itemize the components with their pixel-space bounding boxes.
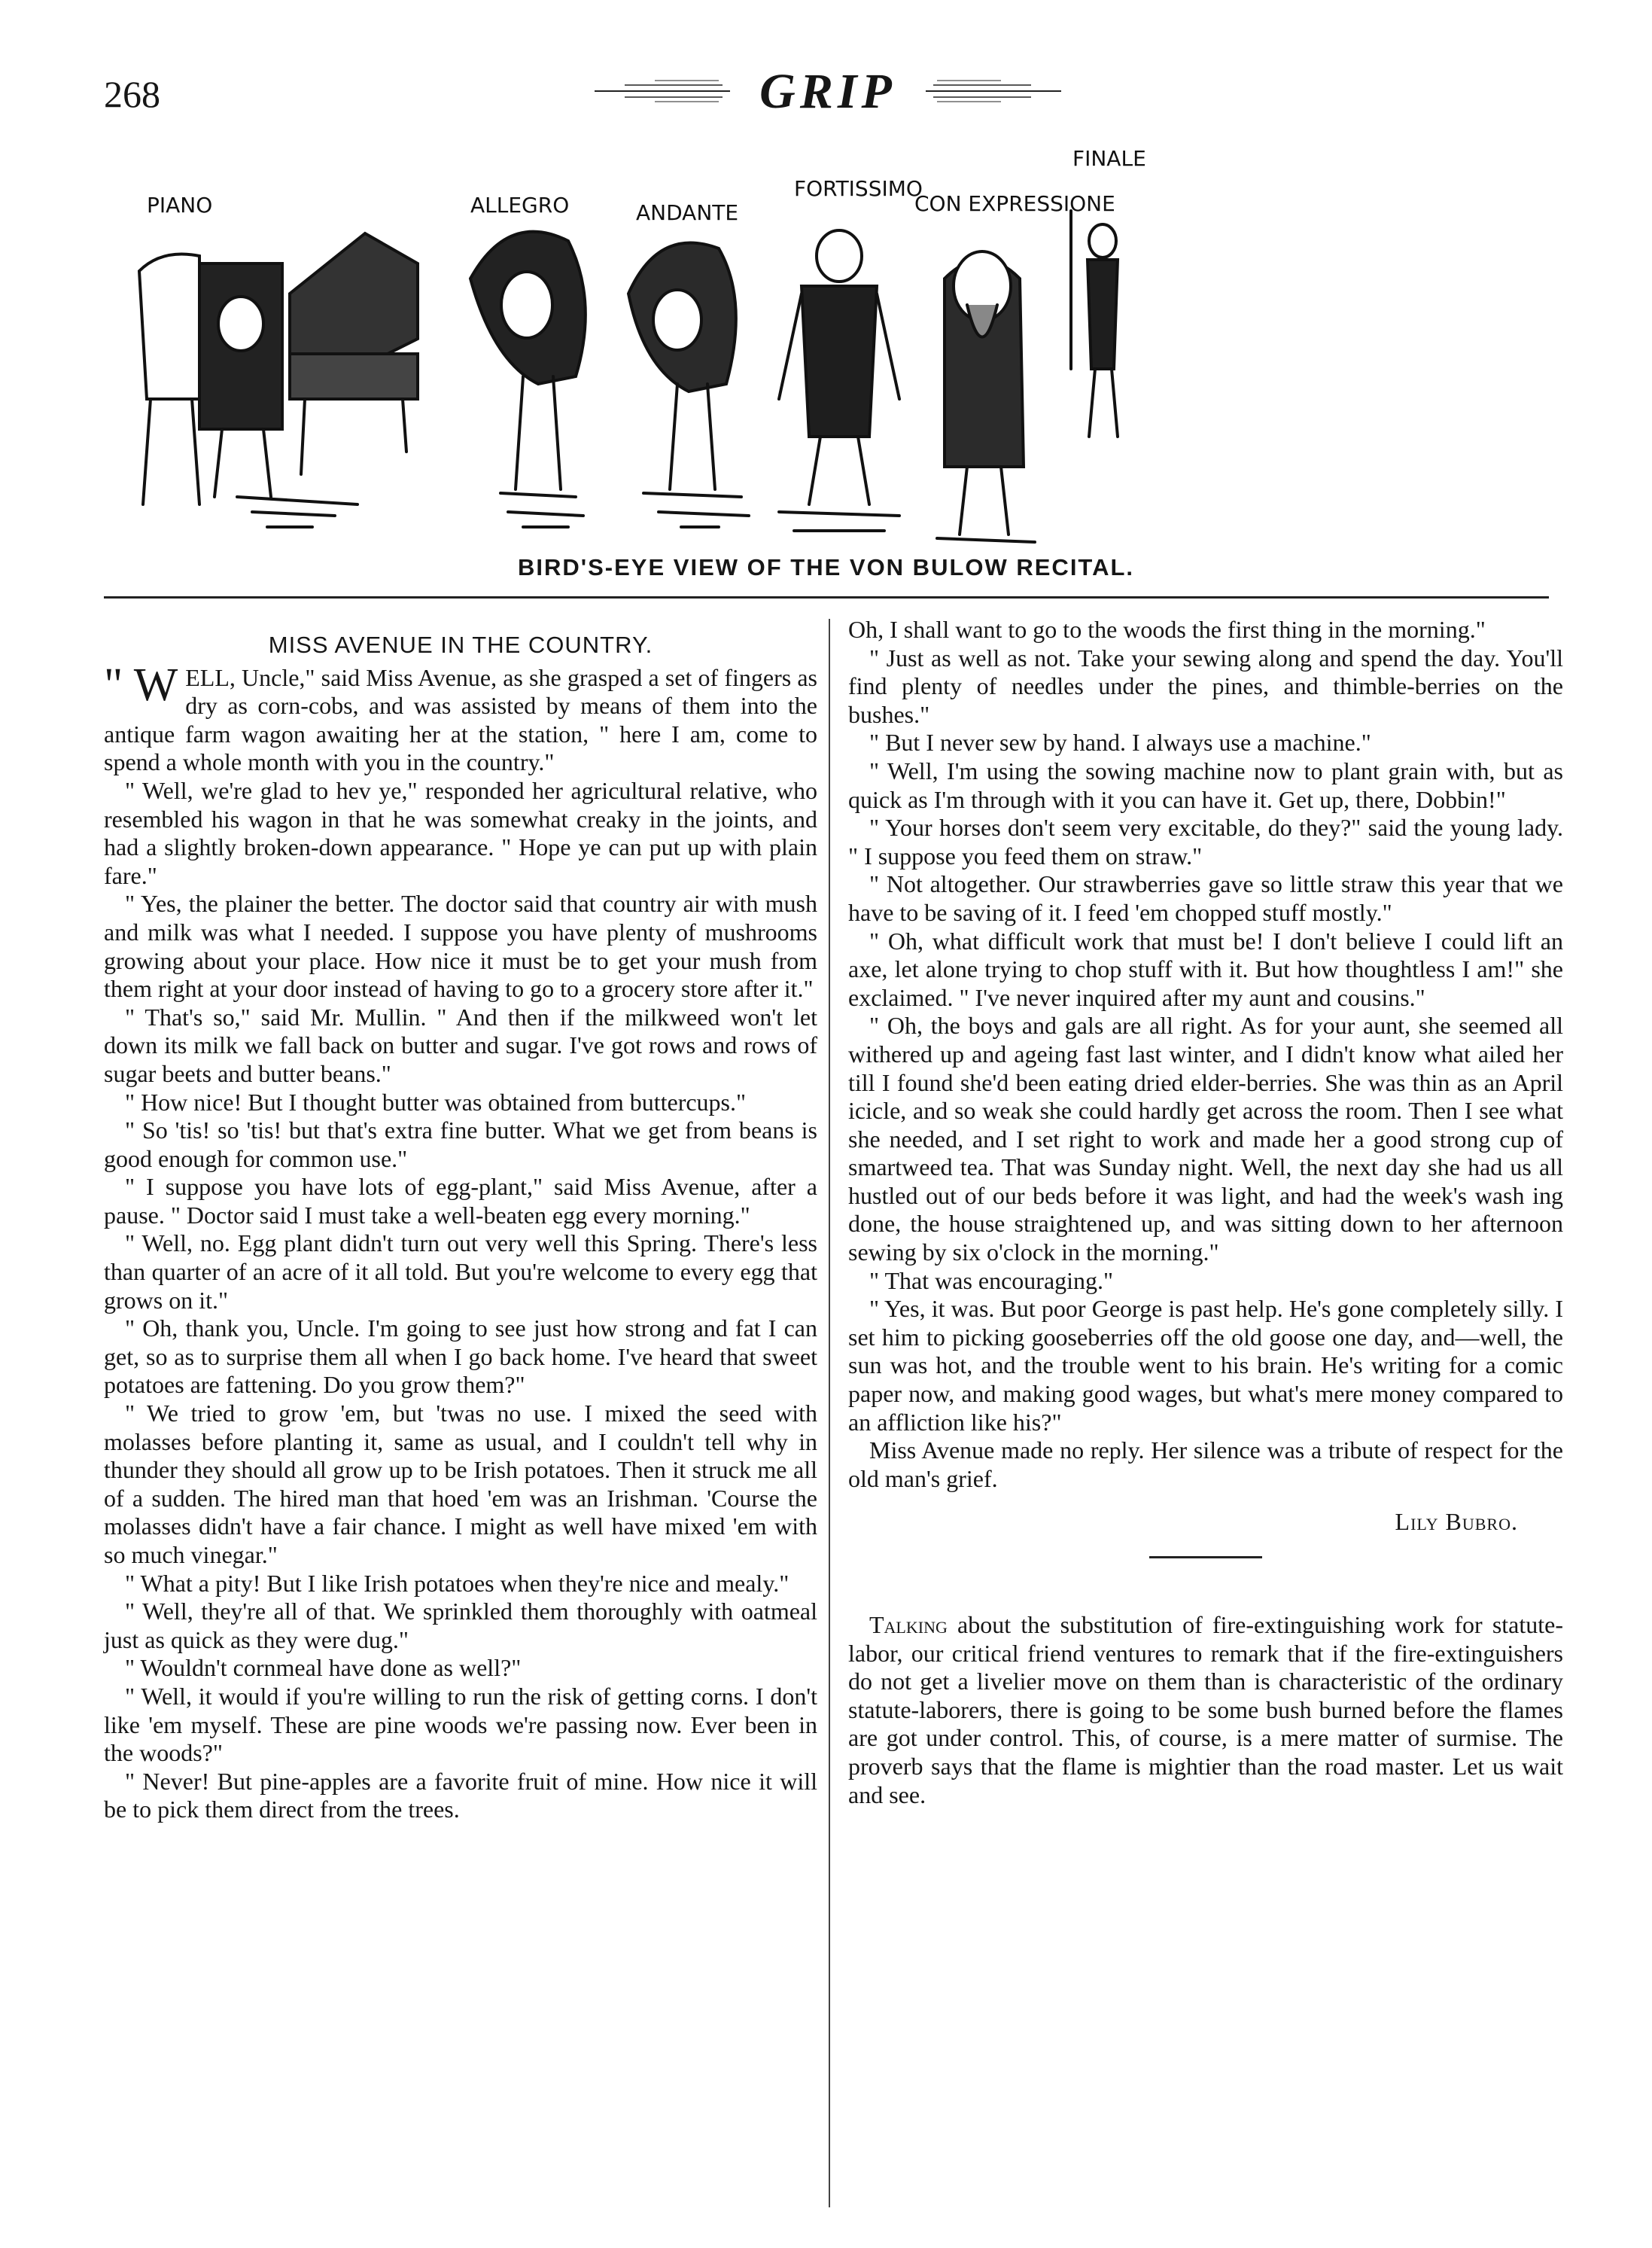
right-paragraphs [848,644,1563,1494]
article-separator [1149,1556,1262,1558]
continued-paragraph: Oh, I shall want to go to the woods the first thing in the morning." [848,616,1486,643]
article-paragraph: " Your horses don't seem very excitable, do they?" said the young lady. " I suppose you feed them on straw." [848,814,1563,870]
cartoon-label-piano: PIANO [147,193,213,218]
article-paragraph: " Not altogether. Our strawberries gave so little straw this year that we have to be saving of it. I feed 'em chopped stuff mostly." [848,870,1563,926]
cartoon-label-andante: ANDANTE [636,200,739,225]
header-divider [104,596,1549,599]
article-paragraph: " Oh, thank you, Uncle. I'm going to see just how strong and fat I can get, so as to surprise them all when I go back home. I've heard that sweet potatoes are fattening. Do you grow them?" [104,1314,817,1399]
cartoon-figure-andante [628,243,749,528]
article2-text: about the substitution of fire-extinguishing work for statute-labor, our critical friend ventures to remark that if the fire-extinguishers do not get a livelier move on them than is characteristic of the ordinary statute-laborers, there is going to be some bush burned before the flames are got under control. This, of course, is a mere matter of surmise. The proverb says that the flame is mightier than the road master. Let us wait and see. [848,1611,1563,1808]
cartoon-label-fortissimo: FORTISSIMO [794,176,923,201]
article-paragraph: " How nice! But I thought butter was obtained from buttercups." [125,1088,747,1116]
article2-paragraph [848,1611,1563,1809]
article-first-paragraph [104,659,817,777]
article-title: MISS AVENUE IN THE COUNTRY. [268,632,653,658]
right-column [848,616,1563,1809]
article-paragraph: " That's so," said Mr. Mullin. " And then if the milkweed won't let down its milk we fall back on butter and sugar. I've got rows and rows of sugar beets and butter beans." [104,1003,817,1087]
cartoon-figure-allegro [470,232,586,527]
article-paragraph: " Yes, the plainer the better. The doctor said that country air with mush and milk was what I needed. I suppose you have plenty of mushrooms growing about your place. How nice it must be to get your mush from them right at your door instead of having to go to a grocery store after it." [104,890,817,1003]
first-paragraph-text: ELL, Uncle," said Miss Avenue, as she grasped a set of fingers as dry as corn-cobs, and was assisted by means of them into the antique farm wagon awaiting her at the station, " here I am, come to spend a whole month with you in the country." [104,663,817,776]
cartoon-figure-fortissimo [779,230,899,531]
cartoon-label-con-expressione: CON EXPRESSIONE [914,191,1115,216]
article-paragraph: " Wouldn't cornmeal have done as well?" [125,1654,522,1682]
cartoon-figure-piano [139,233,418,527]
masthead [595,60,1061,128]
article-paragraph: " Oh, what difficult work that must be! I don't believe I could lift an axe, let alone trying to chop stuff with it. But how thoughtless I am!" she exclaimed. " I've never inquired after my aunt and cousins." [848,927,1563,1011]
left-column [104,616,817,1824]
article-paragraph: " Well, I'm using the sowing machine now to plant grain with, but as quick as I'm through with it you can have it. Get up, there, Dobbin!" [848,757,1563,813]
cartoon-figure-con-expressione [937,251,1035,542]
cartoon-label-allegro: ALLEGRO [470,193,570,218]
cartoon-label-finale: FINALE [1072,151,1146,171]
cartoon-figure-finale [1071,211,1118,437]
article-paragraph: " We tried to grow 'em, but 'twas no use. I mixed the seed with molasses before planting it, same as usual, and I couldn't tell why in thunder they should all grow up to be Irish potatoes. Then it struck me all of a sudden. The hired man that hoed 'em was an Irishman. 'Course the molasses didn't have a fair chance. I might as well have mixed 'em with so much vinegar." [104,1400,817,1568]
masthead-title: GRIP [759,64,896,119]
article-paragraph: " Never! But pine-apples are a favorite fruit of mine. How nice it will be to pick them direct from the trees. [104,1767,817,1823]
von-bulow-cartoon [117,151,1550,557]
page-number: 268 [104,73,160,115]
masthead-ornament-right [926,77,1061,105]
article-paragraph: " Well, they're all of that. We sprinkled them thoroughly with oatmeal just as quick as they were dug." [104,1598,817,1653]
left-paragraphs [104,777,817,1824]
article-paragraph: " Well, it would if you're willing to run the risk of getting corns. I don't like 'em myself. These are pine woods we're passing now. Ever been in the woods?" [104,1682,817,1767]
column-divider [829,619,830,2207]
article-paragraph: " That was encouraging." [869,1266,1114,1294]
article-paragraph: " Well, no. Egg plant didn't turn out very well this Spring. There's less than quarter of an acre of it all told. But you're welcome to every egg that grows on it." [104,1229,817,1314]
article-paragraph: " Oh, the boys and gals are all right. As for your aunt, she seemed all withered up and ageing fast last winter, and I didn't know what ailed her till I found she'd been eating dried elder-berries. She was thin as an April icicle, and so weak she could hardly get across the room. Then I see what she needed, and I set right to work and made her a good strong cup of smartweed tea. That was Sunday night. Well, the next day she had us all hustled out of our beds before it was light, and had the week's wash ing done, the house straightened up, and was sitting down to her afternoon sewing by six o'clock in the morning." [848,1012,1563,1266]
article-paragraph: " Yes, it was. But poor George is past help. He's gone completely silly. I set him to picking gooseberries off the old goose one day, and—well, the sun was hot, and the trouble went to his brain. He's writing for a comic paper now, and making good wages, but what's mere money compared to an affliction like his?" [848,1295,1563,1436]
article-paragraph: " What a pity! But I like Irish potatoes when they're nice and mealy." [125,1569,789,1597]
article-paragraph: " I suppose you have lots of egg-plant," said Miss Avenue, after a pause. " Doctor said I must take a well-beaten egg every morning." [104,1173,817,1229]
author-signature: Lily Bubro. [1395,1508,1518,1536]
article-paragraph: " But I never sew by hand. I always use a machine." [869,729,1371,757]
article2-lead: Talking [869,1611,948,1638]
article-paragraph: Miss Avenue made no reply. Her silence was a tribute of respect for the old man's grief. [848,1436,1563,1492]
drop-cap: " W [104,659,178,711]
article-paragraph: " So 'tis! so 'tis! but that's extra fine butter. What we get from beans is good enough for common use." [104,1116,817,1172]
article-paragraph: " Just as well as not. Take your sewing along and spend the day. You'll find plenty of needles under the pines, and thimble-berries on the bushes." [848,644,1563,728]
cartoon-caption: BIRD'S-EYE VIEW OF THE VON BULOW RECITAL. [517,554,1135,580]
article-paragraph: " Well, we're glad to hev ye," responded her agricultural relative, who resembled his wagon in that he was somewhat creaky in the joints, and had a slightly broken-down appearance. " Hope ye can put up with plain fare." [104,776,817,889]
